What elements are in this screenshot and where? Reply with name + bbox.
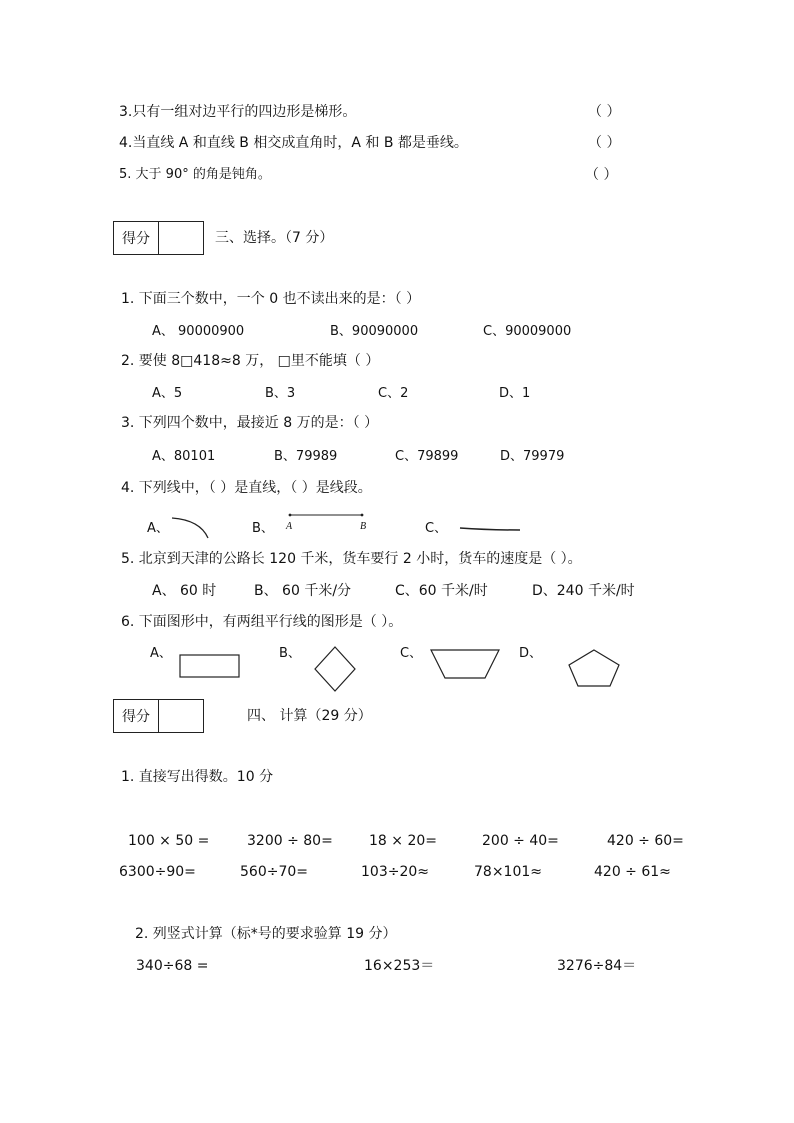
option-c: C、 bbox=[400, 646, 423, 661]
pentagon-figure bbox=[567, 648, 623, 688]
score-box bbox=[113, 699, 204, 733]
option-c: C、60 千米/时 bbox=[395, 583, 488, 599]
option-d: D、 bbox=[519, 646, 543, 661]
calc-item: 3200 ÷ 80= bbox=[247, 833, 333, 849]
score-blank[interactable] bbox=[159, 222, 203, 254]
line-segment-figure bbox=[284, 507, 368, 531]
judge-item-4: 4.当直线 A 和直线 B 相交成直角时，A 和 B 都是垂线。 bbox=[119, 135, 468, 151]
option-a: A、 90000900 bbox=[152, 324, 245, 339]
option-b: B、79989 bbox=[274, 449, 338, 464]
option-d: D、79979 bbox=[500, 449, 565, 464]
calc-item: 103÷20≈ bbox=[361, 864, 429, 880]
question-4: 4. 下列线中，（ ）是直线，（ ）是线段。 bbox=[121, 480, 372, 496]
calc-item: 200 ÷ 40= bbox=[482, 833, 559, 849]
calc-item: 18 × 20= bbox=[369, 833, 437, 849]
score-blank[interactable] bbox=[159, 700, 203, 732]
option-a: A、 60 时 bbox=[152, 583, 217, 599]
calc-item: 78×101≈ bbox=[474, 864, 542, 880]
section-3-title: 三、选择。（7 分） bbox=[215, 230, 334, 246]
judge-item-5: 5. 大于 90° 的角是钝角。 bbox=[119, 167, 271, 182]
rectangle-figure bbox=[179, 654, 241, 680]
question-3: 3. 下列四个数中，最接近 8 万的是：（ ） bbox=[121, 415, 379, 431]
question-2: 2. 要使 8□418≈8 万， □里不能填（ ） bbox=[121, 353, 380, 369]
option-b: B、 bbox=[279, 646, 301, 661]
calc-item: 100 × 50 = bbox=[128, 833, 210, 849]
question-1: 1. 下面三个数中，一个 0 也不读出来的是：（ ） bbox=[121, 291, 421, 307]
option-c: C、90009000 bbox=[483, 324, 572, 339]
judge-item-3: 3.只有一组对边平行的四边形是梯形。 bbox=[119, 104, 357, 120]
option-b: B、 60 千米/分 bbox=[254, 583, 352, 599]
option-b: B、 bbox=[252, 521, 274, 536]
option-a: A、 bbox=[150, 646, 172, 661]
section-4-title: 四、 计算（29 分） bbox=[247, 708, 372, 724]
option-c: C、 bbox=[425, 521, 448, 536]
part-1-title: 1. 直接写出得数。10 分 bbox=[121, 769, 274, 785]
trapezoid-figure bbox=[429, 648, 501, 680]
option-c: C、2 bbox=[378, 386, 409, 401]
option-b: B、90090000 bbox=[330, 324, 419, 339]
score-label: 得分 bbox=[114, 700, 159, 732]
calc-item: 420 ÷ 60= bbox=[607, 833, 684, 849]
vertical-calc-item: 3276÷84＝ bbox=[557, 958, 637, 974]
option-a: A、 bbox=[147, 521, 169, 536]
question-5: 5. 北京到天津的公路长 120 千米，货车要行 2 小时，货车的速度是（ ）。 bbox=[121, 551, 582, 567]
answer-blank[interactable]: （ ） bbox=[588, 104, 621, 120]
point-a-label: A bbox=[286, 521, 293, 532]
answer-blank[interactable]: （ ） bbox=[588, 135, 621, 151]
part-2-title: 2. 列竖式计算（标*号的要求验算 19 分） bbox=[135, 926, 397, 942]
question-6: 6. 下面图形中，有两组平行线的图形是（ ）。 bbox=[121, 614, 403, 630]
option-c: C、79899 bbox=[395, 449, 459, 464]
curve-figure bbox=[170, 514, 212, 542]
score-box bbox=[113, 221, 204, 255]
vertical-calc-item: 16×253＝ bbox=[364, 958, 435, 974]
option-a: A、5 bbox=[152, 386, 183, 401]
score-label: 得分 bbox=[114, 222, 159, 254]
calc-item: 560÷70= bbox=[240, 864, 308, 880]
option-a: A、80101 bbox=[152, 449, 216, 464]
option-d: D、240 千米/时 bbox=[532, 583, 635, 599]
option-b: B、3 bbox=[265, 386, 296, 401]
option-d: D、1 bbox=[499, 386, 531, 401]
point-b-label: B bbox=[360, 521, 367, 532]
calc-item: 6300÷90= bbox=[119, 864, 196, 880]
rhombus-figure bbox=[312, 645, 358, 693]
calc-item: 420 ÷ 61≈ bbox=[594, 864, 671, 880]
answer-blank[interactable]: （ ） bbox=[585, 167, 618, 183]
vertical-calc-item: 340÷68 = bbox=[136, 958, 209, 974]
line-figure bbox=[458, 522, 524, 536]
